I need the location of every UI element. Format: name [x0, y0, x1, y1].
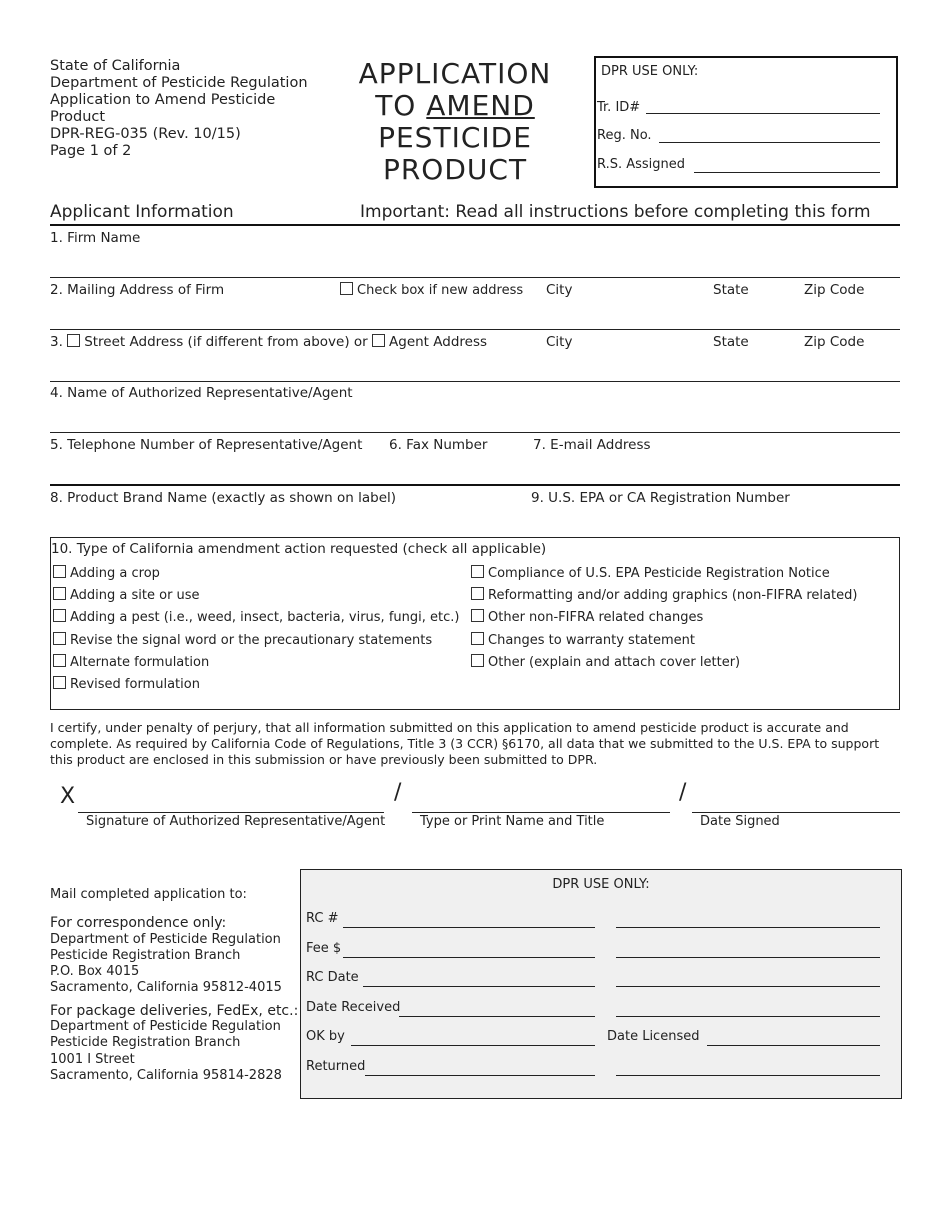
amendment-checkbox[interactable] [53, 676, 66, 689]
mailing-address-field[interactable] [50, 329, 900, 330]
date-licensed-field[interactable] [707, 1045, 880, 1046]
address-line: Department of Pesticide Regulation [50, 931, 281, 947]
zip-label: Zip Code [804, 334, 865, 350]
address-line: P.O. Box 4015 [50, 964, 140, 980]
authorized-rep-label: 4. Name of Authorized Representative/Agent [50, 385, 353, 401]
firm-name-label: 1. Firm Name [50, 230, 141, 246]
authorized-rep-field[interactable] [50, 432, 900, 433]
page-number: Page 1 of 2 [50, 143, 132, 159]
amendment-option[interactable]: Reformatting and/or adding graphics (non-FIFRA related) [471, 587, 857, 603]
date-received-extra-field[interactable] [616, 1016, 880, 1017]
rs-assigned-label: R.S. Assigned [597, 157, 686, 172]
state-label: State [713, 282, 749, 298]
returned-label: Returned [306, 1059, 366, 1074]
state-label: State [713, 334, 749, 350]
amendment-checkbox[interactable] [471, 609, 484, 622]
agency-line: Department of Pesticide Regulation [50, 75, 308, 91]
amendment-actions-title: 10. Type of California amendment action requested (check all applicable) [51, 541, 547, 557]
amendment-option[interactable]: Revised formulation [53, 676, 200, 692]
rc-date-extra-field[interactable] [616, 986, 880, 987]
agency-line: Product [50, 109, 106, 125]
tr-id-field[interactable] [646, 113, 880, 114]
ok-by-label: OK by [306, 1029, 345, 1044]
rc-field[interactable] [343, 927, 595, 928]
signature-x-mark: X [60, 784, 76, 809]
tr-id-label: Tr. ID# [597, 100, 641, 115]
dpr-use-only-office-box [300, 869, 902, 1099]
fee-field[interactable] [343, 957, 595, 958]
signature-field[interactable] [78, 812, 384, 813]
date-received-label: Date Received [306, 1000, 401, 1015]
amendment-option[interactable]: Adding a pest (i.e., weed, insect, bacteria, virus, fungi, etc.) [53, 609, 459, 625]
amendment-option[interactable]: Adding a crop [53, 565, 160, 581]
street-address-field[interactable] [50, 381, 900, 382]
amendment-option[interactable]: Other non-FIFRA related changes [471, 609, 703, 625]
section-title: Applicant Information [50, 202, 234, 222]
amendment-checkbox[interactable] [53, 565, 66, 578]
separator-slash: / [679, 780, 687, 805]
amendment-checkbox[interactable] [53, 632, 66, 645]
print-name-label: Type or Print Name and Title [420, 814, 605, 829]
certification-text: I certify, under penalty of perjury, that all information submitted on this application to amend pesticide product is accurate and complete. As required by California Code of Regulations, Title 3 (3 CCR) §6170, all data that we submitted to the U.S. EPA to support this product are enclosed in this submission or have previously been submitted to DPR. [50, 720, 880, 767]
address-line: Pesticide Registration Branch [50, 947, 241, 963]
rc-label: RC # [306, 911, 339, 926]
signature-label: Signature of Authorized Representative/Agent [86, 814, 386, 829]
dpr-use-only-heading: DPR USE ONLY: [601, 64, 699, 79]
fee-extra-field[interactable] [616, 957, 880, 958]
amendment-checkbox[interactable] [471, 587, 484, 600]
zip-label: Zip Code [804, 282, 865, 298]
fee-label: Fee $ [306, 941, 342, 956]
amendment-option[interactable]: Changes to warranty statement [471, 632, 695, 648]
brand-name-label: 8. Product Brand Name (exactly as shown on label) [50, 490, 397, 506]
amendment-checkbox[interactable] [53, 587, 66, 600]
package-heading: For package deliveries, FedEx, etc.: [50, 1002, 299, 1019]
agency-line: Application to Amend Pesticide [50, 92, 276, 108]
city-label: City [546, 334, 573, 350]
amendment-option[interactable]: Revise the signal word or the precautionary statements [53, 632, 432, 648]
date-signed-field[interactable] [692, 812, 900, 813]
print-name-field[interactable] [412, 812, 670, 813]
agency-line: State of California [50, 58, 181, 74]
mailing-instructions [50, 887, 300, 1084]
ok-by-field[interactable] [351, 1045, 595, 1046]
amendment-actions-box [50, 537, 900, 710]
separator-slash: / [394, 780, 402, 805]
address-line: Sacramento, California 95812-4015 [50, 980, 282, 996]
correspondence-heading: For correspondence only: [50, 915, 227, 932]
amendment-checkbox[interactable] [471, 654, 484, 667]
amendment-checkbox[interactable] [471, 632, 484, 645]
rc-date-label: RC Date [306, 970, 359, 985]
dpr-use-only-heading: DPR USE ONLY: [552, 877, 650, 892]
address-line: Sacramento, California 95814-2828 [50, 1067, 282, 1083]
mailing-intro: Mail completed application to: [50, 887, 247, 902]
contact-field[interactable] [50, 484, 900, 486]
reg-no-field[interactable] [659, 142, 880, 143]
returned-extra-field[interactable] [616, 1075, 880, 1076]
page-title: APPLICATION TO AMEND PESTICIDE PRODUCT [358, 57, 552, 186]
amendment-checkbox[interactable] [471, 565, 484, 578]
reg-no-label: Reg. No. [597, 128, 652, 143]
amendment-option[interactable]: Adding a site or use [53, 587, 200, 603]
fax-label: 6. Fax Number [389, 437, 488, 453]
amendment-option[interactable]: Other (explain and attach cover letter) [471, 654, 740, 670]
new-address-checkbox[interactable] [340, 282, 353, 295]
date-licensed-label: Date Licensed [607, 1029, 700, 1044]
divider [50, 224, 900, 226]
address-line: Department of Pesticide Regulation [50, 1019, 281, 1035]
mailing-address-label: 2. Mailing Address of Firm [50, 282, 225, 298]
new-address-checkbox-row[interactable]: Check box if new address [340, 282, 523, 298]
address-line: 1001 I Street [50, 1051, 135, 1067]
agency-header [50, 58, 330, 160]
amendment-checkbox[interactable] [53, 654, 66, 667]
rs-assigned-field[interactable] [694, 172, 880, 173]
returned-field[interactable] [365, 1075, 595, 1076]
agent-address-checkbox[interactable] [372, 334, 385, 347]
street-address-checkbox[interactable] [67, 334, 80, 347]
date-received-field[interactable] [399, 1016, 595, 1017]
address-line: Pesticide Registration Branch [50, 1035, 241, 1051]
dpr-use-only-box [594, 56, 898, 188]
amendment-checkbox[interactable] [53, 609, 66, 622]
rc-date-field[interactable] [363, 986, 595, 987]
city-label: City [546, 282, 573, 298]
email-label: 7. E-mail Address [533, 437, 651, 453]
amendment-option[interactable]: Compliance of U.S. EPA Pesticide Registration Notice [471, 565, 830, 581]
form-number: DPR-REG-035 (Rev. 10/15) [50, 126, 241, 142]
firm-name-field[interactable] [50, 277, 900, 278]
amendment-option[interactable]: Alternate formulation [53, 654, 209, 670]
date-signed-label: Date Signed [700, 814, 780, 829]
rc-extra-field[interactable] [616, 927, 880, 928]
registration-number-label: 9. U.S. EPA or CA Registration Number [531, 490, 790, 506]
telephone-label: 5. Telephone Number of Representative/Agent [50, 437, 363, 453]
important-note: Important: Read all instructions before completing this form [360, 202, 871, 222]
street-address-row: 3. Street Address (if different from above) or Agent Address [50, 334, 488, 350]
